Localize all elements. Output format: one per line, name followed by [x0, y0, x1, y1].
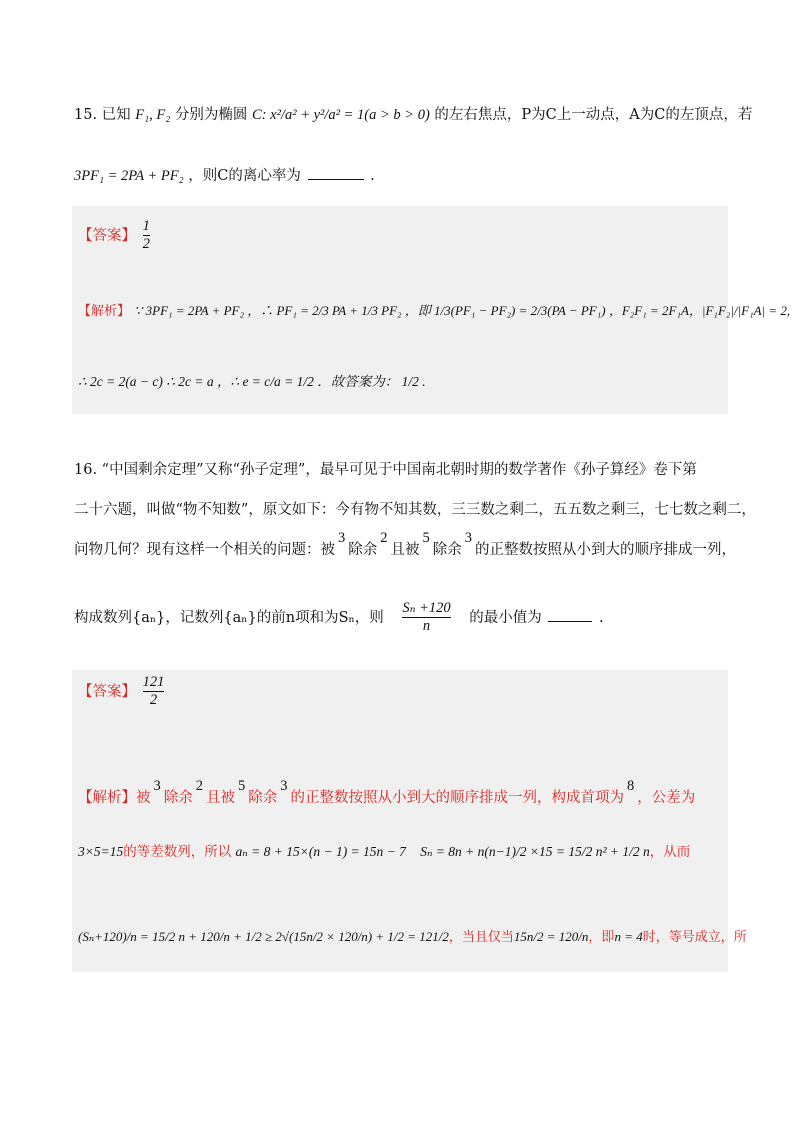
q15-line-2	[74, 164, 375, 185]
analysis-text: 的等差数列，所以	[123, 844, 232, 860]
q15-answer-line	[78, 218, 152, 254]
analysis-text: 除余	[248, 790, 278, 806]
q15-text: 已知	[101, 107, 131, 123]
analysis-text: ，公差为	[637, 790, 696, 806]
q15-vector-equation: 3PF₁ = 2PA + PF₂	[74, 168, 184, 184]
q16-line-2	[74, 498, 756, 519]
analysis-text: ∴ 2c = 2(a − c) ∴ 2c = a ，∴ e = c/a = 1/2 ．故答案为： 1/2 .	[78, 374, 426, 389]
analysis-text: 的正整数按照从小到大的顺序排成一列，构成首项为	[290, 790, 624, 806]
q16-number-inline: 5	[422, 530, 430, 546]
analysis-text: ∵ 3PF₁ = 2PA + PF₂ ，∴ PF₁ = 2/3 PA + 1/3 PF₂ ，即 1/3(PF₁ − PF₂) = 2/3(PA − PF₁) ，F₂F₁ = 2F₁A，|F₁F₂|/|F₁A| = 2,	[134, 303, 791, 318]
q16-line-1	[74, 458, 697, 479]
analysis-text: 被	[136, 790, 151, 806]
q15-period: .	[370, 168, 375, 184]
answer-label: 【答案】	[78, 683, 136, 700]
q16-number: 16.	[74, 462, 98, 478]
q16-fraction	[402, 600, 450, 636]
q16-number-inline: 3	[464, 530, 472, 546]
q16-text: 除余	[432, 542, 462, 558]
q16-answer-blank	[548, 621, 592, 622]
q15-text: ，则C的离心率为	[188, 168, 301, 184]
q16-fraction-numerator: Sₙ +120	[402, 600, 451, 616]
q15-answer-box	[72, 206, 791, 414]
q16-line-3	[74, 530, 736, 559]
analysis-math: n = 4	[614, 929, 643, 944]
analysis-label: 【解析】	[78, 790, 136, 806]
q16-text: 的最小值为	[469, 609, 542, 626]
q15-ellipse-equation: C: x²/a² + y²/a² = 1(a > b > 0)	[252, 107, 430, 123]
q16-text: “中国剩余定理”又称“孙子定理”，最早可见于中国南北朝时期的数学著作《孙子算经》卷下第	[101, 462, 697, 478]
answer-fraction	[143, 674, 165, 710]
q15-text: 的左右焦点，P为C上一动点，A为C的左顶点，若	[434, 107, 753, 123]
q16-text: 的正整数按照从小到大的顺序排成一列，	[475, 542, 736, 558]
analysis-text: 且被	[206, 790, 235, 806]
q16-number-inline: 2	[380, 530, 388, 546]
answer-denominator: 2	[143, 691, 165, 709]
q15-number: 15.	[74, 107, 98, 123]
analysis-text: 除余	[163, 790, 193, 806]
analysis-math: aₙ = 8 + 15×(n − 1) = 15n − 7	[235, 844, 406, 859]
q16-text: 除余	[348, 542, 378, 558]
q16-text: 二十六题，叫做“物不知数”，原文如下：今有物不知其数，三三数之剩二，五五数之剩三，七七数之剩二，	[74, 502, 756, 518]
q16-fraction-denominator: n	[402, 617, 450, 635]
q16-text: 且被	[390, 542, 420, 558]
q15-foci: F₁, F₂	[135, 107, 171, 123]
q16-line-4	[74, 600, 604, 636]
analysis-number: 3	[280, 778, 288, 794]
analysis-text: 时，等号成立，所	[642, 930, 747, 945]
q15-analysis-line-2	[78, 370, 426, 390]
analysis-number: 8	[627, 778, 635, 794]
q15-answer-blank	[308, 179, 364, 180]
analysis-label: 【解析】	[78, 304, 131, 319]
answer-label: 【答案】	[78, 227, 136, 244]
q15-text: 分别为椭圆	[174, 107, 248, 123]
answer-denominator: 2	[142, 236, 150, 253]
analysis-number: 5	[238, 778, 246, 794]
analysis-text: ，即	[588, 930, 615, 945]
answer-fraction	[143, 218, 150, 254]
q15-analysis-line-1	[78, 300, 790, 319]
q16-answer-box	[72, 670, 747, 972]
q16-analysis-line-2	[78, 840, 690, 860]
analysis-text: ，从而	[649, 844, 691, 860]
answer-numerator: 121	[142, 674, 165, 690]
q16-text: 问物几何？现有这样一个相关的问题：被	[74, 542, 335, 558]
q16-period: .	[599, 609, 604, 626]
q16-analysis-line-1	[78, 778, 696, 807]
q16-number-inline: 3	[338, 530, 346, 546]
analysis-number: 2	[195, 778, 203, 794]
q15-line-1	[74, 103, 752, 124]
q16-answer-line	[78, 674, 166, 710]
analysis-math: (Sₙ+120)/n = 15/2 n + 120/n + 1/2 ≥ 2√(15n/2 × 120/n) + 1/2 = 121/2	[78, 929, 449, 944]
analysis-math: 15n/2 = 120/n	[513, 929, 589, 944]
analysis-math: Sₙ = 8n + n(n−1)/2 ×15 = 15/2 n² + 1/2 n	[420, 844, 650, 859]
q16-text: 构成数列{aₙ}，记数列{aₙ}的前n项和为Sₙ，则	[74, 609, 384, 626]
analysis-number: 3	[153, 778, 161, 794]
answer-numerator: 1	[142, 218, 150, 234]
analysis-math: 3×5=15	[78, 844, 124, 859]
analysis-text: ，当且仅当	[448, 930, 514, 945]
q16-analysis-line-3	[78, 926, 747, 945]
